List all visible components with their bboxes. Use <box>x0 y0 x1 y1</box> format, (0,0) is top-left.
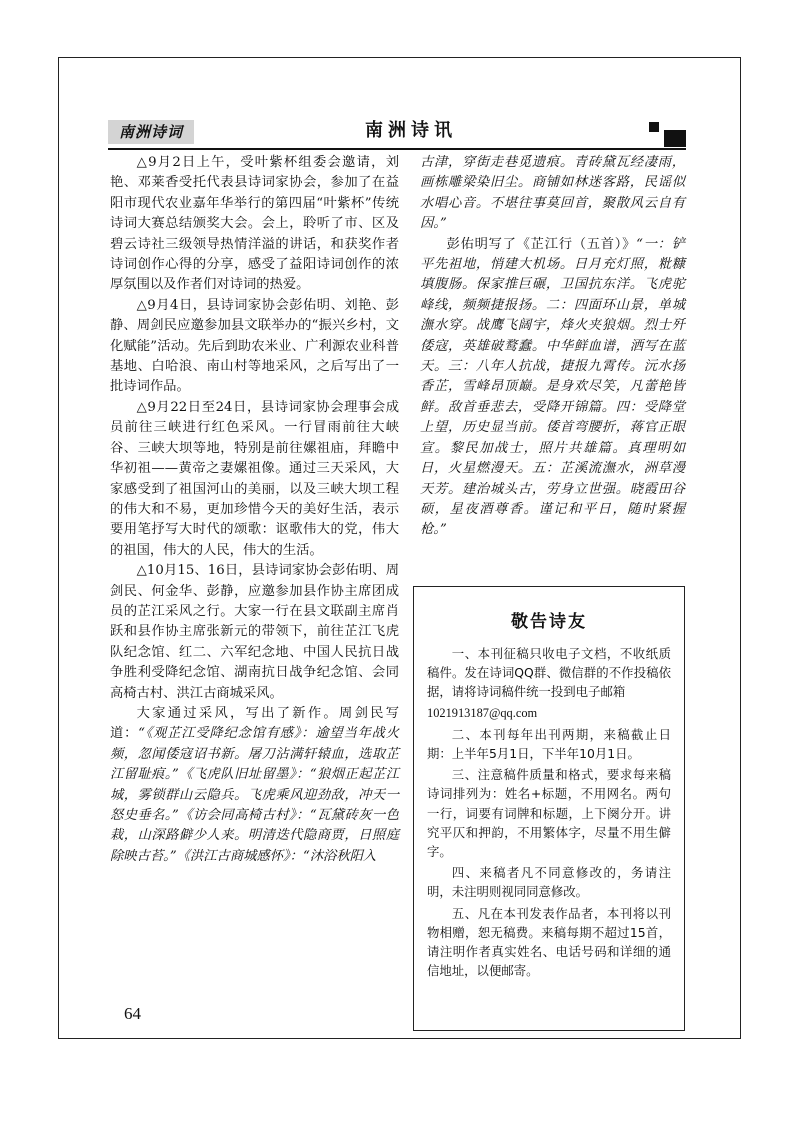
left-column <box>110 153 399 867</box>
decorative-square-large <box>664 130 686 147</box>
page-header <box>108 120 686 146</box>
poem-continuation: 古津，穿街走巷觅遗痕。青砖黛瓦经凄雨，画栋雕梁染旧尘。商铺如林迷客路，民谣似水唱心音。不堪往事莫回首，聚散风云自有因。” <box>420 155 685 232</box>
poems-zhijiang-xing: “一：铲平先祖地，悄建大机场。日月充灯照，粃糠填腹肠。保家推巨碾，卫国抗东洋。飞虎驼峰线，频频捷报扬。二：四面环山景，单城潕水穿。战鹰飞阔宇，烽火夹狼烟。烈士歼倭寇，英雄破鹜蠢。中华鲜血谱，洒写在蓝天。三：八年人抗战，捷报九霄传。沅水扬香芷，雪峰昂顶巅。是身欢尽笑，凡蕾艳皆鲜。敌首垂悲去，受降开锦篇。四：受降堂上望，历史显当前。倭首弯腰折，蒋官正眼宣。黎民加战士，照片共雄篇。真理明如日，火星燃漫天。五：芷溪流潕水，洲草漫天芳。建治城头古，劳身立世强。晓霞田谷硕，星夜酒尊香。谨记和平日，随时紧握枪。” <box>420 236 685 538</box>
notice-item-5: 五、凡在本刊发表作品者，本刊将以刊物相赠，恕无稿费。来稿每期不超过15首，请注明作者真实姓名、电话号码和详细的通信地址，以便邮寄。 <box>427 905 671 979</box>
news-item-oct15: △10月15、16日，县诗词家协会彭佑明、周剑民、何金华、彭静，应邀参加县作协主席团成员的芷江采风之行。大家一行在县文联副主席肖跃和县作协主席张新元的带领下，前往芷江飞虎队纪念馆、红二、六军纪念地、中国人民抗日战争胜利受降纪念馆、湖南抗日战争纪念馆、会同高椅古村、洪江古商城采风。 <box>110 563 399 701</box>
notice-item-1: 一、本刊征稿只收电子文档，不收纸质稿件。发在诗词QQ群、微信群的不作投稿依据，请将诗词稿件统一投到电子邮箱 <box>427 646 671 700</box>
news-item-sept2: △9月2日上午，受叶紫杯组委会邀请，刘艳、邓莱香受托代表县诗词家协会，参加了在益阳市现代农业嘉年华举行的第四届“叶紫杯”传统诗词大赛总结颁奖大会。会上，聆听了市、区及碧云诗社三级领导热情洋溢的讲话，和获奖作者诗词创作心得的分享，感受了益阳诗词创作的浓厚氛围以及作者们对诗词的热爱。 <box>110 155 399 293</box>
news-item-sept4: △9月4日，县诗词家协会彭佑明、刘艳、彭静、周剑民应邀参加县文联举办的“振兴乡村，文化赋能”活动。先后到助农米业、广利源农业科普基地、白哈浪、南山村等地采风，之后写出了一批诗词作品。 <box>110 297 399 395</box>
poems-zhou-jianmin: “《观芷江受降纪念馆有感》：逾望当年战火频，忽闻倭寇诏书新。屠刀沾满轩辕血，选取芷江留耻痕。”《飞虎队旧址留墨》：“狼烟正起芷江城，雾锁群山云隐兵。飞虎乘风迎劲敌，冲天一怒史垂名。”《访会同高椅古村》：“瓦黛砖灰一色栽，山深路僻少人来。明清迭代隐商贾，日照庭除映古苔。”《洪江古商城感怀》：“沐浴秋阳入 <box>110 726 400 864</box>
poems-peng-intro: 彭佑明写了《芷江行（五首）》 <box>446 236 637 252</box>
page-number: 64 <box>124 1004 141 1023</box>
journal-title: 南洲诗讯 <box>365 120 457 141</box>
section-tag: 南洲诗词 <box>108 120 194 144</box>
notice-item-4: 四、来稿者凡不同意修改的，务请注明，未注明则视同同意修改。 <box>427 865 671 900</box>
decorative-square-small <box>649 122 659 132</box>
notice-email: 1021913187@qq.com <box>427 705 538 720</box>
notice-title: 敬告诗友 <box>511 612 587 632</box>
notice-item-2: 二、本刊每年出刊两期，来稿截止日期：上半年5月1日，下半年10月1日。 <box>427 726 671 762</box>
header-rule <box>108 148 686 150</box>
news-item-poems <box>110 704 399 867</box>
poems-peng-youming <box>420 235 685 541</box>
news-item-sept22: △9月22日至24日，县诗词家协会理事会成员前往三峡进行红色采风。一行冒雨前往大峡谷、三峡大坝等地，特别是前往嫘祖庙，拜瞻中华初祖——黄帝之妻嫘祖像。通过三天采风，大家感受到了祖国河山的美丽，以及三峡大坝工程的伟大和不易，更加珍惜今天的美好生活，表示要用笔抒写大时代的颂歌：讴歌伟大的党，伟大的祖国，伟大的人民，伟大的生活。 <box>110 399 399 558</box>
notice-item-3: 三、注意稿件质量和格式，要求每来稿诗词排列为：姓名+标题，不用网名。两句一行，词要有词牌和标题，上下阕分开。讲究平仄和押韵，不用繁体字，尽量不用生僻字。 <box>427 767 671 860</box>
notice-box <box>413 586 685 1031</box>
right-column <box>420 153 685 541</box>
poems-intro: 大家通过采风，写出了新作。周剑民写道： <box>110 705 399 742</box>
